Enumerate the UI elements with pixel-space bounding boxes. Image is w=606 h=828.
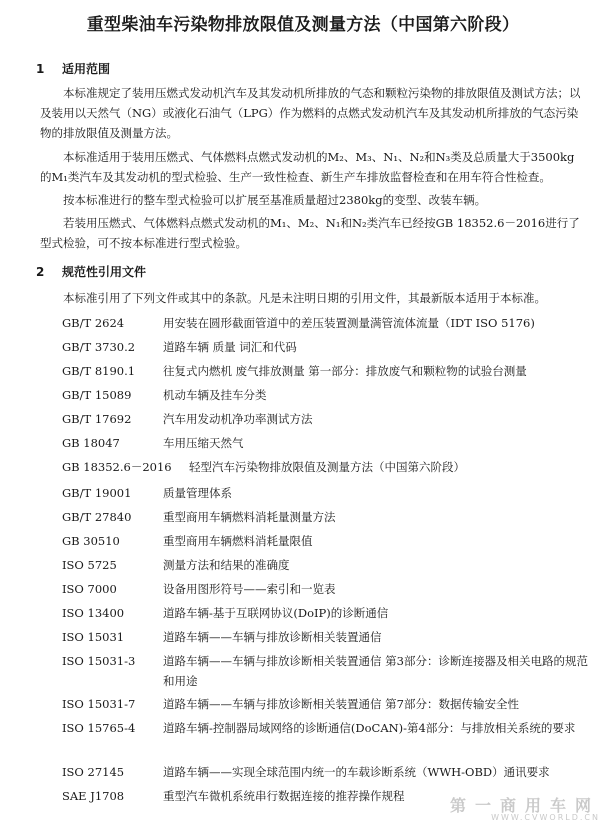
reference-title: 道路车辆——车辆与排放诊断相关装置通信 第7部分：数据传输安全性 [163, 697, 519, 711]
section-1-paragraph-2: 本标准适用于装用压燃式、气体燃料点燃式发动机的M₂、M₃、N₁、N₂和N₃类及总质量大于3500kg的M₁类汽车及其发动机的型式检验、生产一致性检查、新生产车排放监督检查和在用车符合性检查。 [40, 150, 575, 184]
reference-title: 道路车辆——实现全球范围内统一的车载诊断系统（WWH-OBD）通讯要求 [163, 765, 550, 779]
reference-code: SAE J1708 [62, 789, 125, 803]
reference-title: 用安装在圆形截面管道中的差压装置测量满管流体流量（IDT ISO 5176) [163, 316, 535, 330]
section-1-paragraph-4: 若装用压燃式、气体燃料点燃式发动机的M₁、M₂、N₁和N₂类汽车已经按GB 18352.6－2016进行了型式检验，可不按本标准进行型式检验。 [40, 216, 580, 250]
reference-title: 重型商用车辆燃料消耗量限值 [163, 534, 313, 548]
reference-title: 道路车辆——车辆与排放诊断相关装置通信 第3部分：诊断连接器及相关电路的规范和用途 [163, 654, 588, 688]
reference-title: 车用压缩天然气 [163, 436, 244, 450]
site-watermark [450, 798, 600, 822]
reference-title: 汽车用发动机净功率测试方法 [163, 412, 313, 426]
reference-code: GB/T 2624 [62, 316, 125, 330]
reference-code: ISO 15765-4 [62, 721, 136, 735]
reference-code: ISO 15031-7 [62, 697, 136, 711]
section-1-number: 1 [36, 62, 45, 76]
reference-code: GB/T 27840 [62, 510, 132, 524]
section-1-paragraph-1: 本标准规定了装用压燃式发动机汽车及其发动机所排放的气态和颗粒污染物的排放限值及测试方法；以及装用以天然气（NG）或液化石油气（LPG）作为燃料的点燃式发动机汽车及其发动机所排放的气态污染物的排放限值及测量方法。 [40, 86, 581, 140]
reference-title: 道路车辆-基于互联网协议(DoIP)的诊断通信 [163, 606, 389, 620]
reference-title: 往复式内燃机 废气排放测量 第一部分：排放废气和颗粒物的试验台测量 [163, 364, 527, 378]
reference-code: ISO 27145 [62, 765, 125, 779]
reference-title: 设备用图形符号——索引和一览表 [163, 582, 336, 596]
reference-code: GB/T 19001 [62, 486, 132, 500]
reference-code: ISO 5725 [62, 558, 117, 572]
section-1-paragraph-3: 按本标准进行的整车型式检验可以扩展至基准质量超过2380kg的变型、改装车辆。 [63, 193, 487, 207]
reference-title: 机动车辆及挂车分类 [163, 388, 267, 402]
section-2-heading [36, 263, 146, 280]
reference-title: 测量方法和结果的准确度 [163, 558, 290, 572]
reference-code: ISO 13400 [62, 606, 125, 620]
reference-code: GB/T 17692 [62, 412, 132, 426]
reference-code: GB 18047 [62, 436, 120, 450]
reference-code: ISO 15031-3 [62, 654, 136, 668]
reference-title: 轻型汽车污染物排放限值及测量方法（中国第六阶段） [189, 460, 465, 474]
reference-code: GB/T 3730.2 [62, 340, 136, 354]
reference-code: ISO 7000 [62, 582, 117, 596]
document-title: 重型柴油车污染物排放限值及测量方法（中国第六阶段） [86, 15, 520, 35]
reference-code: GB/T 8190.1 [62, 364, 136, 378]
reference-title: 重型商用车辆燃料消耗量测量方法 [163, 510, 336, 524]
reference-title: 道路车辆——车辆与排放诊断相关装置通信 [163, 630, 382, 644]
reference-title: 道路车辆 质量 词汇和代码 [163, 340, 297, 354]
watermark-chinese: 第一商用车网 [449, 796, 600, 815]
reference-code: GB 30510 [62, 534, 120, 548]
section-1-heading [36, 60, 110, 77]
section-1-title: 适用范围 [62, 62, 111, 76]
section-2-number: 2 [36, 265, 45, 279]
reference-title: 重型汽车微机系统串行数据连接的推荐操作规程 [163, 789, 405, 803]
reference-code: GB/T 15089 [62, 388, 132, 402]
watermark-url: WWW.CVWORLD.CN [491, 813, 600, 822]
reference-title: 质量管理体系 [163, 486, 232, 500]
section-2-intro: 本标准引用了下列文件或其中的条款。凡是未注明日期的引用文件，其最新版本适用于本标准。 [63, 291, 546, 305]
section-2-title: 规范性引用文件 [62, 265, 147, 279]
reference-title: 道路车辆-控制器局域网络的诊断通信(DoCAN)-第4部分：与排放相关系统的要求 [163, 721, 576, 735]
reference-code: ISO 15031 [62, 630, 125, 644]
reference-code: GB 18352.6－2016 [62, 460, 172, 474]
